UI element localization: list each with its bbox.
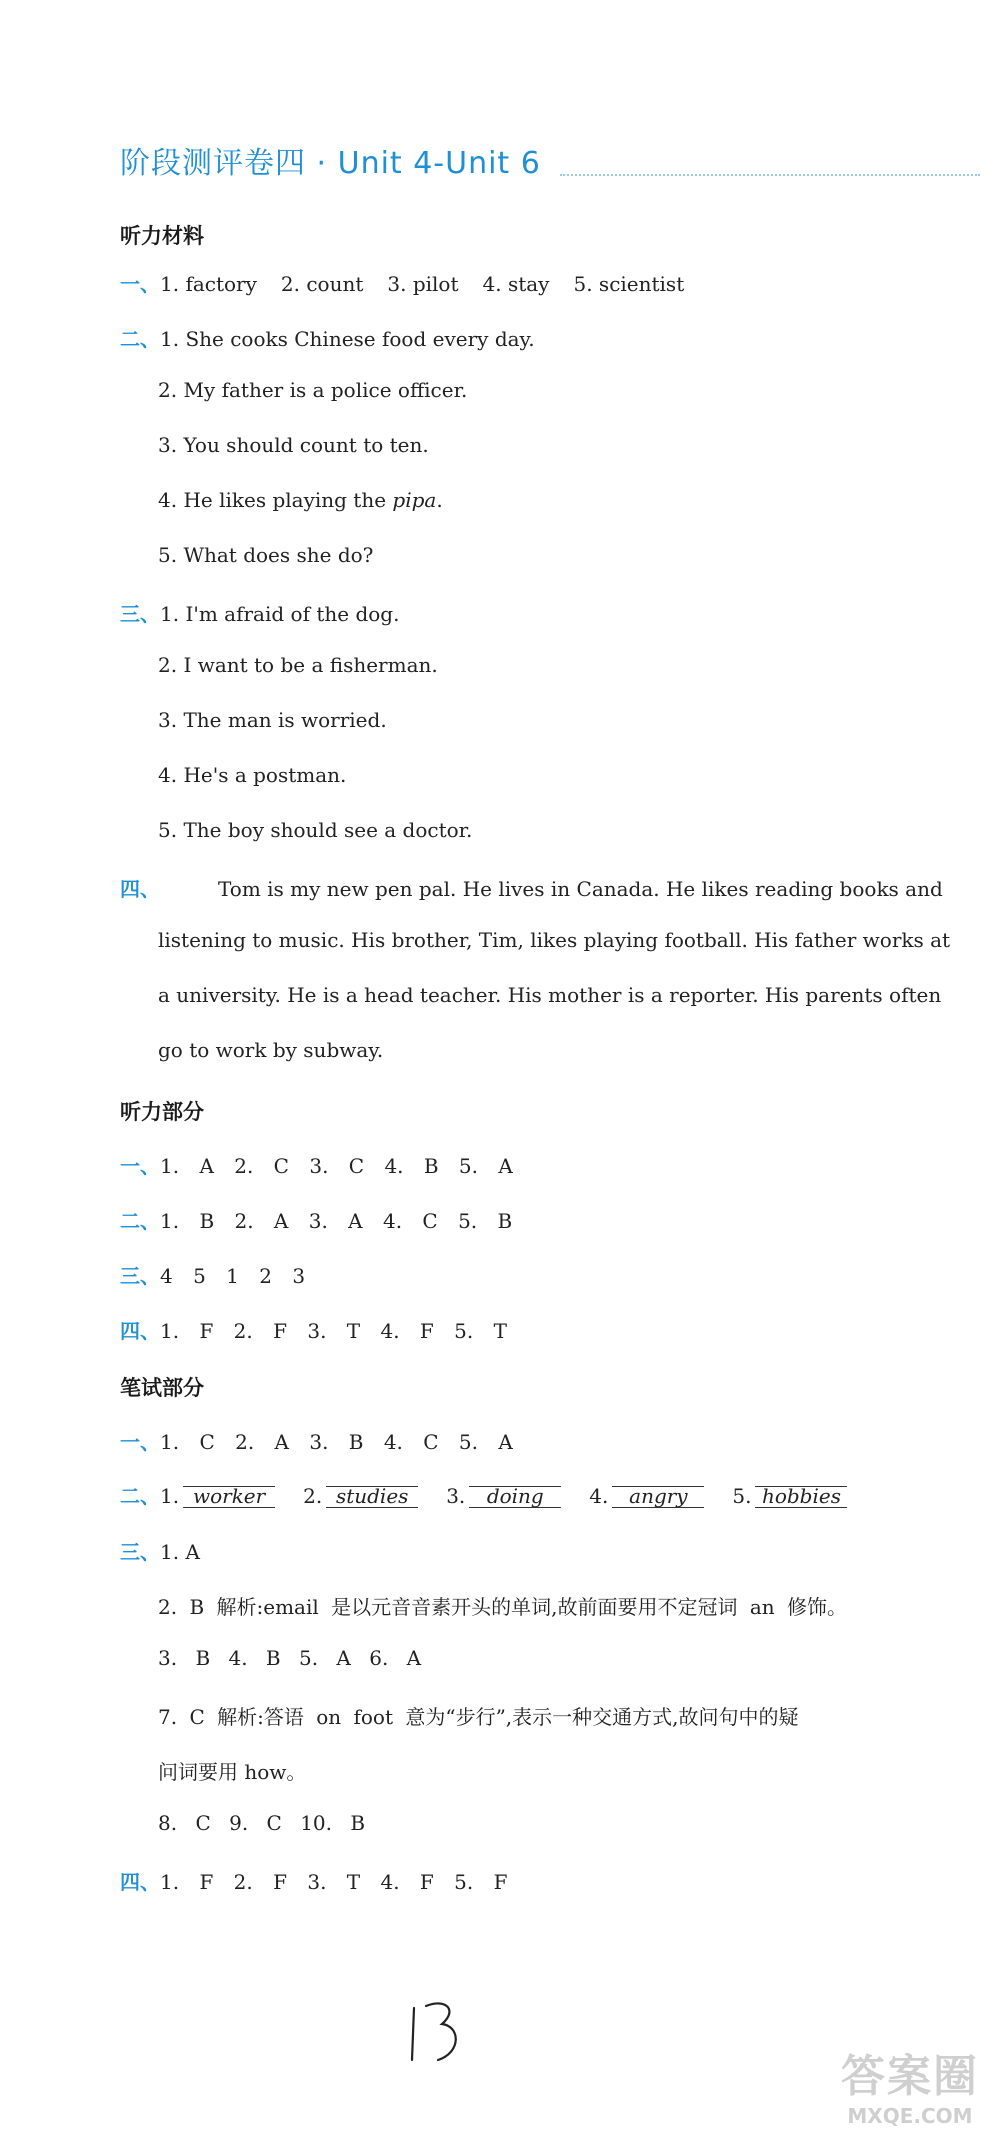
listening-answer-row: 一、1. A 2. C 3. C 4. B 5. A — [120, 1154, 513, 1178]
written-part3-line2: 2. B 解析:email 是以元音音素开头的单词,故前面要用不定冠词 an 修饰。 — [158, 1595, 847, 1619]
listening-answer-row: 三、4 5 1 2 3 — [120, 1264, 306, 1288]
material-part2-item3: 3. You should count to ten. — [158, 433, 429, 457]
material-part4-line1: 四、 Tom is my new pen pal. He lives in Canada. He likes reading books and — [120, 877, 943, 901]
written-part4: 四、1. F 2. F 3. T 4. F 5. F — [120, 1870, 508, 1894]
part-number: 一、 — [120, 272, 160, 296]
handwritten-answer: angry — [612, 1484, 704, 1508]
written-part1: 一、1. C 2. A 3. B 4. C 5. A — [120, 1430, 513, 1454]
material-part4-line3: a university. He is a head teacher. His mother is a reporter. His parents often — [158, 983, 942, 1007]
material-part3-item3: 3. The man is worried. — [158, 708, 387, 732]
written-part3-line5: 问词要用 how。 — [158, 1760, 307, 1784]
material-part4-line2: listening to music. His brother, Tim, likes playing football. His father works at — [158, 928, 951, 952]
written-part3-line4: 7. C 解析:答语 on foot 意为“步行”,表示一种交通方式,故问句中的疑 — [158, 1705, 799, 1729]
handwritten-answer: doing — [469, 1484, 561, 1508]
listening-answer-row: 二、1. B 2. A 3. A 4. C 5. B — [120, 1209, 513, 1233]
watermark-title: 答案圈 — [841, 2051, 979, 2102]
written-part3-line6: 8. C 9. C 10. B — [158, 1811, 366, 1835]
written-part2: 二、1. worker 2. studies 3. doing 4. angry 5. hobbies — [120, 1480, 851, 1509]
page-number — [400, 1990, 480, 2074]
handwritten-answer: worker — [183, 1484, 275, 1508]
title-row — [120, 138, 980, 181]
watermark — [830, 2040, 990, 2140]
page-title: 阶段测评卷四 · Unit 4-Unit 6 — [120, 146, 541, 181]
material-part3-item1: 三、1. I'm afraid of the dog. — [120, 602, 400, 626]
listening-answer-row: 四、1. F 2. F 3. T 4. F 5. T — [120, 1319, 507, 1343]
watermark-url: MXQE.COM — [847, 2104, 973, 2128]
written-part3-line1: 三、1. A — [120, 1540, 200, 1564]
material-part2-item1: 二、1. She cooks Chinese food every day. — [120, 327, 535, 351]
title-divider — [560, 174, 980, 176]
material-part2-item2: 2. My father is a police officer. — [158, 378, 468, 402]
section-heading-written-answers: 笔试部分 — [120, 1376, 204, 1400]
section-heading-listening-answers: 听力部分 — [120, 1100, 204, 1124]
handwritten-answer: studies — [326, 1484, 418, 1508]
material-part3-item5: 5. The boy should see a doctor. — [158, 818, 473, 842]
material-part1: 一、1. factory 2. count 3. pilot 4. stay 5. scientist — [120, 272, 685, 296]
material-part4-line4: go to work by subway. — [158, 1038, 384, 1062]
handwritten-answer: hobbies — [755, 1484, 847, 1508]
handwritten-page-number-icon — [400, 1990, 480, 2070]
material-part3-item4: 4. He's a postman. — [158, 763, 347, 787]
material-part3-item2: 2. I want to be a fisherman. — [158, 653, 438, 677]
material-part2-item5: 5. What does she do? — [158, 543, 374, 567]
section-heading-listening-material: 听力材料 — [120, 224, 204, 248]
written-part3-line3: 3. B 4. B 5. A 6. A — [158, 1646, 422, 1670]
material-part2-item4: 4. He likes playing the pipa. — [158, 488, 443, 512]
